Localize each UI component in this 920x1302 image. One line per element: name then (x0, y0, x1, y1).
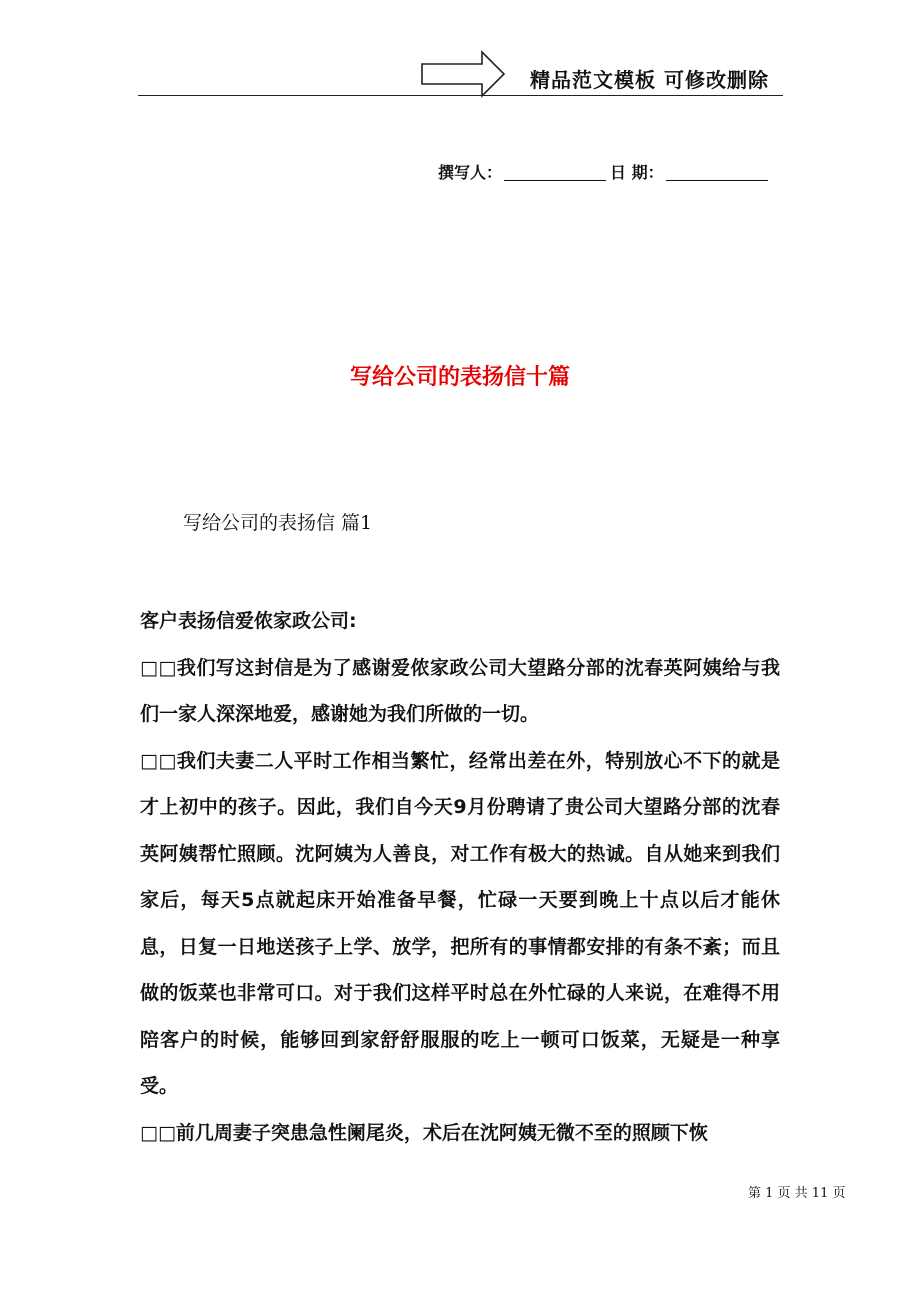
date-blank (666, 162, 768, 181)
paragraph: □□前几周妻子突患急性阑尾炎，术后在沈阿姨无微不至的照顾下恢 (140, 1121, 708, 1144)
author-blank (504, 162, 606, 181)
author-label: 撰写人： (438, 163, 503, 182)
paragraph: □□我们夫妻二人平时工作相当繁忙，经常出差在外，特别放心不下的就是才上初中的孩子。因此，我们自今天9月份聘请了贵公司大望路分部的沈春英阿姨帮忙照顾。沈阿姨为人善良，对工作有极大的热诚。自从她来到我们家后，每天5点就起床开始准备早餐，忙碌一天要到晚上十点以后才能休息，日复一日地送孩子上学、放学，把所有的事情都安排的有条不紊；而且做的饭菜也非常可口。对于我们这样平时总在外忙碌的人来说，在难得不用陪客户的时候，能够回到家舒舒服服的吃上一顿可口饭菜，无疑是一种享受。 (140, 749, 780, 1097)
paragraph: □□我们写这封信是为了感谢爱侬家政公司大望路分部的沈春英阿姨给与我们一家人深深地爱，感谢她为我们所做的一切。 (140, 656, 780, 725)
body-text (140, 598, 780, 1156)
date-label: 日 期： (610, 163, 664, 182)
salutation: 客户表扬信爱侬家政公司: (140, 610, 357, 632)
document-title: 写给公司的表扬信十篇 (349, 365, 570, 390)
section-title: 写给公司的表扬信 篇1 (183, 512, 373, 534)
template-label: 精品范文模板 可修改删除 (530, 68, 769, 92)
arrow-right-icon (420, 50, 506, 98)
header-divider (138, 95, 783, 96)
page-number: 第 1 页 共 11 页 (748, 1186, 846, 1201)
author-date-line (438, 160, 770, 183)
